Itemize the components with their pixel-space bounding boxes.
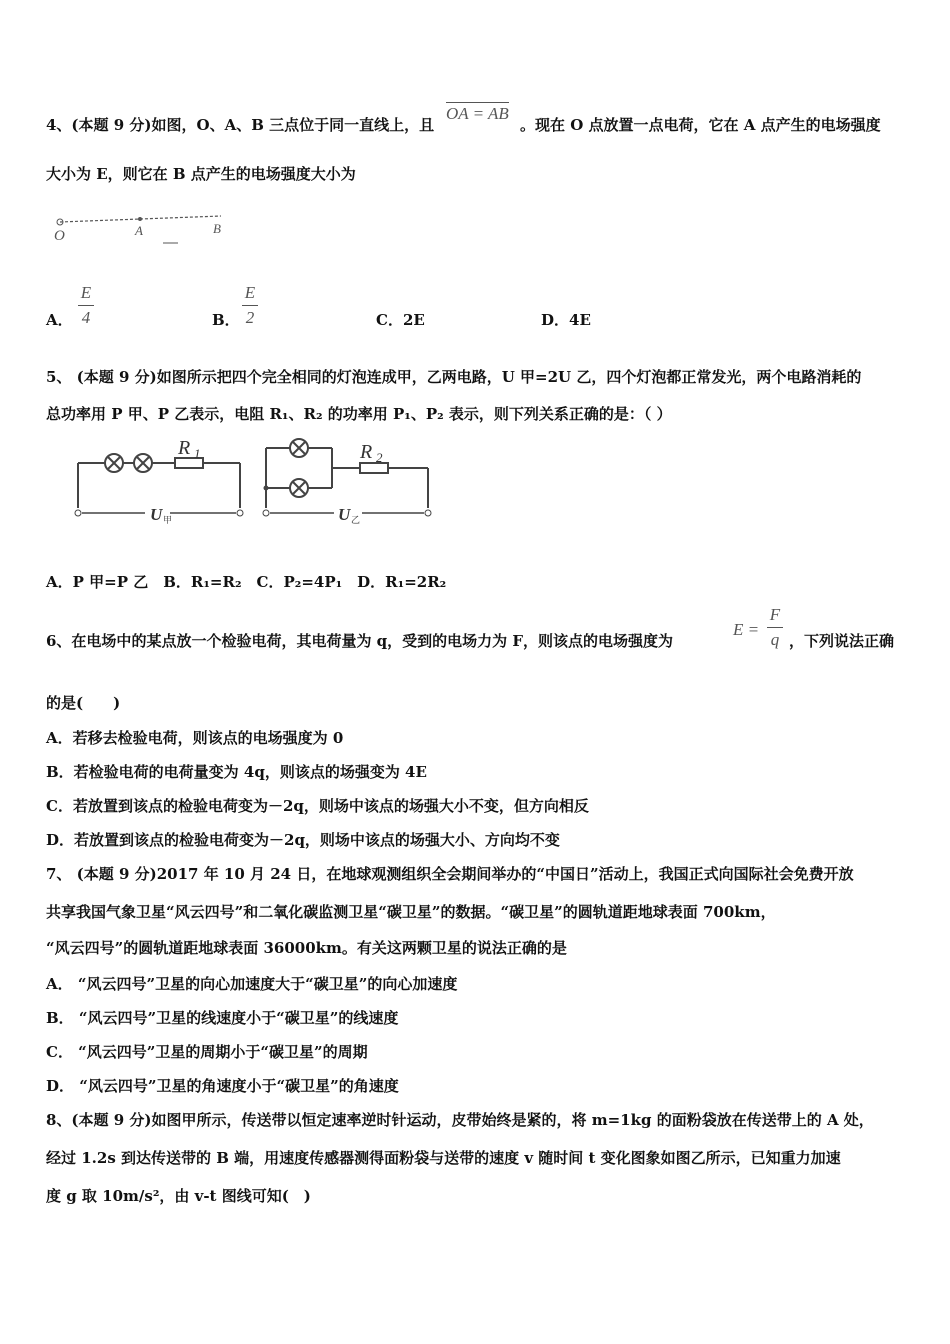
q4-option-d: D．4E	[541, 311, 591, 329]
q6-option-a: A．若移去检验电荷，则该点的电场强度为 0	[46, 729, 344, 747]
q4-option-a-fraction: E 4	[78, 283, 94, 328]
q4-label-o: O	[54, 228, 65, 244]
q5-line1: 5、 (本题 9 分)如图所示把四个完全相同的灯泡连成甲，乙两电路，U 甲=2U 乙，四个灯泡都正常发光，两个电路消耗的	[46, 368, 862, 386]
junction-yi	[264, 486, 269, 491]
q4-label-b: B	[213, 221, 221, 236]
q4-option-c: C．2E	[376, 311, 425, 329]
q4-label-a: A	[135, 223, 143, 238]
label-u-yi-sub: 乙	[351, 515, 361, 525]
terminal-yi-right	[425, 510, 431, 516]
q4-line2: 大小为 E，则它在 B 点产生的电场强度大小为	[46, 165, 356, 183]
terminal-jia-right	[237, 510, 243, 516]
label-r1-sub: 1	[194, 446, 201, 461]
q6-formula-fraction: F q	[767, 605, 783, 650]
label-r2: R	[360, 441, 373, 463]
q7-option-c: C． “风云四号”卫星的周期小于“碳卫星”的周期	[46, 1043, 368, 1061]
label-r1: R	[178, 437, 191, 459]
label-u-yi: U	[338, 505, 351, 524]
q6-option-b: B．若检验电荷的电荷量变为 4q，则该点的场强变为 4E	[46, 763, 427, 781]
q5-options: A．P 甲=P 乙 B．R₁=R₂ C．P₂=4P₁ D．R₁=2R₂	[46, 573, 447, 591]
q6-line2: 的是( )	[46, 694, 121, 712]
q7-line2: 共享我国气象卫星“风云四号”和二氧化碳监测卫星“碳卫星”的数据。“碳卫星”的圆轨道距地球表面 700km，	[46, 903, 776, 921]
q6-option-d: D．若放置到该点的检验电荷变为－2q，则场中该点的场强大小、方向均不变	[46, 831, 560, 849]
terminal-jia-left	[75, 510, 81, 516]
resistor-r2	[360, 463, 388, 473]
q7-option-d: D． “风云四号”卫星的角速度小于“碳卫星”的角速度	[46, 1077, 399, 1095]
q4-figure	[46, 205, 246, 250]
q8-line3: 度 g 取 10m/s²，由 v-t 图线可知( )	[46, 1187, 311, 1205]
q4-line1: 4、(本题 9 分)如图，O、A、B 三点位于同一直线上，且	[46, 116, 435, 134]
label-u-jia: U	[150, 505, 163, 524]
q4-option-a-label: A．	[46, 311, 73, 329]
q7-line1: 7、 (本题 9 分)2017 年 10 月 24 日，在地球观测组织全会期间举办的“中国日”活动上，我国正式向国际社会免费开放	[46, 865, 854, 883]
q4-point-a	[138, 217, 142, 221]
circuit-jia	[78, 454, 240, 508]
q4-equation: OA = AB	[446, 104, 509, 123]
q5-circuit-figure	[70, 433, 440, 528]
q4-line1-post: 。现在 O 点放置一点电荷，它在 A 点产生的电场强度	[520, 116, 881, 134]
q7-line3: “风云四号”的圆轨道距地球表面 36000km。有关这两颗卫星的说法正确的是	[46, 939, 567, 957]
q4-option-b-label: B．	[212, 311, 240, 329]
circuit-yi	[266, 439, 428, 508]
terminal-yi-left	[263, 510, 269, 516]
label-u-jia-sub: 甲	[163, 515, 173, 525]
q6-formula-lhs: E =	[733, 620, 760, 639]
q8-line2: 经过 1.2s 到达传送带的 B 端，用速度传感器测得面粉袋与送带的速度 v 随时间 t 变化图象如图乙所示，已知重力加速	[46, 1149, 841, 1167]
q4-option-b-fraction: E 2	[242, 283, 258, 328]
q6-option-c: C．若放置到该点的检验电荷变为－2q，则场中该点的场强大小不变，但方向相反	[46, 797, 589, 815]
q8-line1: 8、(本题 9 分)如图甲所示，传送带以恒定速率逆时针运动，皮带始终是紧的，将 m=1kg 的面粉袋放在传送带上的 A 处，	[46, 1111, 874, 1129]
label-r2-sub: 2	[376, 450, 383, 465]
q6-line1: 6、在电场中的某点放一个检验电荷，其电荷量为 q，受到的电场力为 F，则该点的电场强度为	[46, 632, 674, 650]
q7-option-b: B． “风云四号”卫星的线速度小于“碳卫星”的线速度	[46, 1009, 399, 1027]
q6-line1-post: ，下列说法正确	[789, 632, 895, 650]
q7-option-a: A． “风云四号”卫星的向心加速度大于“碳卫星”的向心加速度	[46, 975, 458, 993]
q5-line2: 总功率用 P 甲、P 乙表示，电阻 R₁、R₂ 的功率用 P₁、P₂ 表示，则下列关系正确的是：（ ）	[46, 405, 672, 423]
